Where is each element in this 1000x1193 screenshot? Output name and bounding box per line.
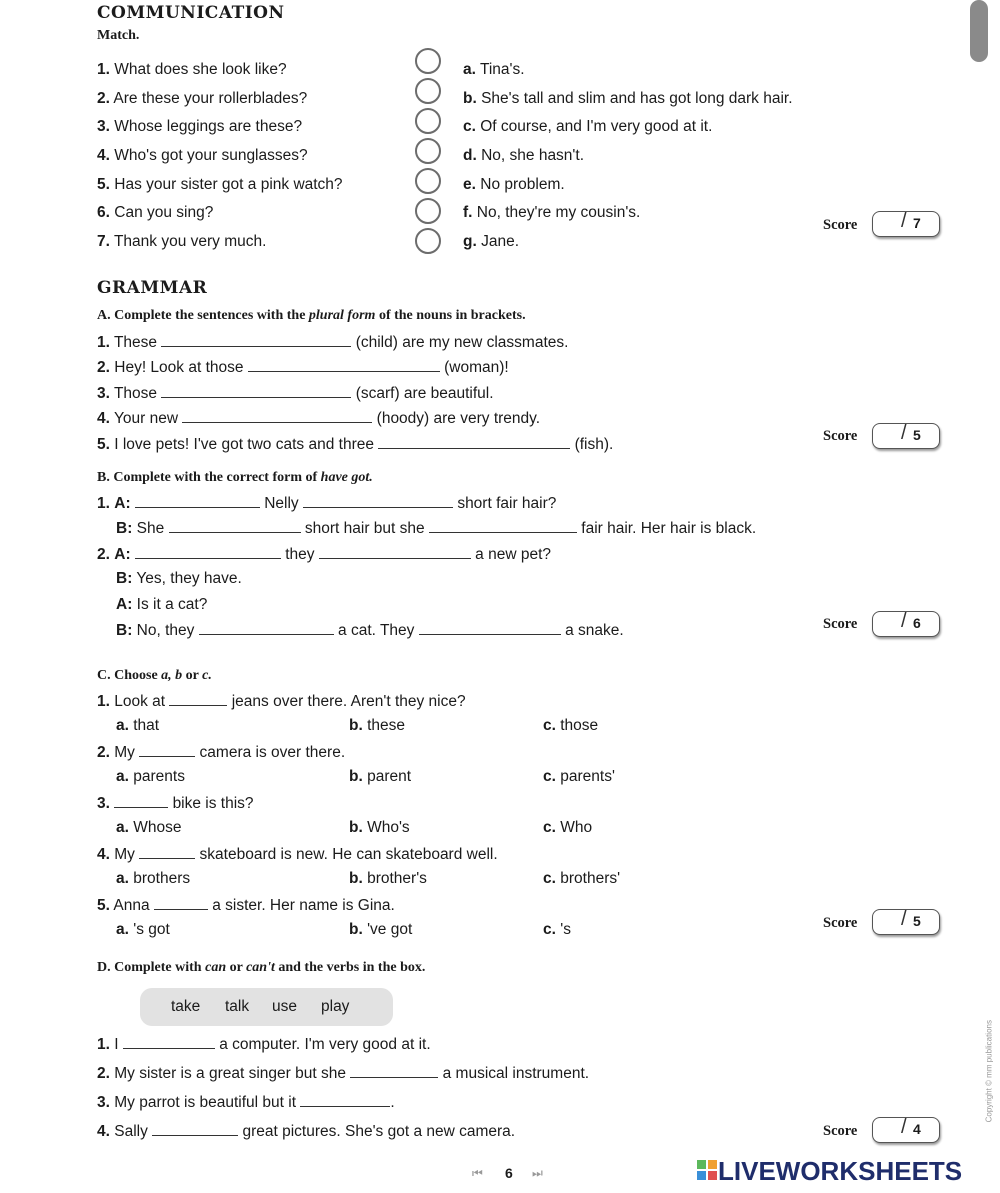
choice-option[interactable]: c. brothers': [543, 870, 621, 887]
answer-blank[interactable]: [139, 742, 195, 757]
grammar-c-question: 5. Anna a sister. Her name is Gina.: [97, 897, 395, 914]
answer-item: c. Of course, and I'm very good at it.: [463, 118, 713, 135]
scrollbar-thumb[interactable]: [970, 0, 988, 62]
answer-blank[interactable]: [319, 544, 471, 559]
match-circle[interactable]: [415, 108, 441, 134]
grammar-a-item: 3. Those (scarf) are beautiful.: [97, 385, 494, 402]
answer-item: d. No, she hasn't.: [463, 147, 585, 164]
next-page-icon[interactable]: ⏭: [532, 1166, 543, 1180]
answer-blank[interactable]: [135, 544, 281, 559]
match-circle[interactable]: [415, 78, 441, 104]
question-item: 3. Whose leggings are these?: [97, 118, 303, 135]
choice-option[interactable]: b. Who's: [349, 819, 410, 836]
choice-option[interactable]: b. parent: [349, 768, 412, 785]
score-slash: /: [901, 210, 907, 232]
answer-blank[interactable]: [419, 620, 561, 635]
question-item: 1. What does she look like?: [97, 61, 287, 78]
choice-option[interactable]: c. 's: [543, 921, 571, 938]
copyright-notice: Copyright © mm publications: [984, 1020, 993, 1123]
choice-option[interactable]: c. Who: [543, 819, 593, 836]
choice-option[interactable]: c. those: [543, 717, 599, 734]
word-box-item: play: [321, 998, 350, 1015]
score-slash: /: [901, 908, 907, 930]
score-total: 7: [913, 215, 921, 231]
answer-blank[interactable]: [123, 1034, 215, 1049]
communication-instruction: Match.: [97, 28, 140, 43]
score-label: Score: [823, 428, 858, 444]
liveworksheets-logo-icon: [697, 1160, 717, 1180]
grammar-c-instruction: C. Choose a, b or c.: [97, 668, 212, 683]
score-label: Score: [823, 1123, 858, 1139]
grammar-b-line: B: No, they a cat. They a snake.: [116, 622, 624, 639]
grammar-c-question: 2. My camera is over there.: [97, 744, 346, 761]
grammar-a-item: 4. Your new (hoody) are very trendy.: [97, 410, 541, 427]
answer-item: b. She's tall and slim and has got long dark hair.: [463, 90, 793, 107]
score-label: Score: [823, 217, 858, 233]
word-box-item: take: [171, 998, 201, 1015]
grammar-d-item: 4. Sally great pictures. She's got a new camera.: [97, 1123, 516, 1140]
answer-blank[interactable]: [152, 1121, 238, 1136]
grammar-b-instruction: B. Complete with the correct form of have got.: [97, 470, 373, 485]
grammar-c-question: 1. Look at jeans over there. Aren't they nice?: [97, 693, 466, 710]
score-total: 4: [913, 1121, 921, 1137]
score-slash: /: [901, 422, 907, 444]
answer-blank[interactable]: [303, 493, 453, 508]
score-box[interactable]: [872, 211, 940, 237]
score-total: 5: [913, 427, 921, 443]
choice-option[interactable]: b. these: [349, 717, 406, 734]
answer-blank[interactable]: [248, 357, 440, 372]
grammar-a-item: 5. I love pets! I've got two cats and three (fish).: [97, 436, 614, 453]
choice-option[interactable]: a. that: [116, 717, 160, 734]
grammar-a-item: 2. Hey! Look at those (woman)!: [97, 359, 509, 376]
word-box-item: talk: [225, 998, 250, 1015]
grammar-b-line: A: Is it a cat?: [116, 596, 208, 613]
answer-blank[interactable]: [114, 793, 168, 808]
answer-blank[interactable]: [300, 1092, 390, 1107]
answer-item: e. No problem.: [463, 176, 565, 193]
grammar-a-instruction: A. Complete the sentences with the plural form of the nouns in brackets.: [97, 308, 526, 323]
choice-option[interactable]: a. Whose: [116, 819, 182, 836]
question-item: 5. Has your sister got a pink watch?: [97, 176, 343, 193]
score-box[interactable]: [872, 423, 940, 449]
answer-blank[interactable]: [169, 691, 227, 706]
score-box[interactable]: [872, 909, 940, 935]
choice-option[interactable]: a. 's got: [116, 921, 170, 938]
answer-blank[interactable]: [350, 1063, 438, 1078]
question-item: 4. Who's got your sunglasses?: [97, 147, 308, 164]
score-label: Score: [823, 616, 858, 632]
score-slash: /: [901, 610, 907, 632]
answer-item: f. No, they're my cousin's.: [463, 204, 641, 221]
grammar-b-line: B: She short hair but she fair hair. Her hair is black.: [116, 520, 757, 537]
match-circle[interactable]: [415, 198, 441, 224]
answer-blank[interactable]: [182, 408, 372, 423]
section-title-grammar: GRAMMAR: [97, 278, 208, 298]
score-label: Score: [823, 915, 858, 931]
page-number: 6: [505, 1165, 513, 1181]
prev-page-icon[interactable]: ⏮: [472, 1166, 483, 1180]
grammar-a-item: 1. These (child) are my new classmates.: [97, 334, 569, 351]
answer-blank[interactable]: [161, 332, 351, 347]
answer-blank[interactable]: [378, 434, 570, 449]
match-circle[interactable]: [415, 228, 441, 254]
question-item: 7. Thank you very much.: [97, 233, 267, 250]
word-box: [140, 988, 393, 1026]
answer-blank[interactable]: [135, 493, 260, 508]
choice-option[interactable]: a. brothers: [116, 870, 191, 887]
grammar-b-line: 2. A: they a new pet?: [97, 546, 552, 563]
score-total: 5: [913, 913, 921, 929]
answer-item: g. Jane.: [463, 233, 520, 250]
choice-option[interactable]: c. parents': [543, 768, 615, 785]
answer-blank[interactable]: [429, 518, 577, 533]
section-title-communication: COMMUNICATION: [97, 3, 285, 23]
grammar-c-question: 4. My skateboard is new. He can skateboard well.: [97, 846, 498, 863]
question-item: 6. Can you sing?: [97, 204, 214, 221]
answer-blank[interactable]: [154, 895, 208, 910]
score-total: 6: [913, 615, 921, 631]
grammar-d-item: 1. I a computer. I'm very good at it.: [97, 1036, 431, 1053]
answer-blank[interactable]: [139, 844, 195, 859]
word-box-item: use: [272, 998, 297, 1015]
grammar-b-line: B: Yes, they have.: [116, 570, 242, 587]
match-circle[interactable]: [415, 48, 441, 74]
choice-option[interactable]: a. parents: [116, 768, 185, 785]
answer-blank[interactable]: [169, 518, 301, 533]
match-circle[interactable]: [415, 138, 441, 164]
score-slash: /: [901, 1116, 907, 1138]
grammar-c-question: 3. bike is this?: [97, 795, 254, 812]
liveworksheets-brand: LIVEWORKSHEETS: [718, 1156, 963, 1186]
score-box[interactable]: [872, 1117, 940, 1143]
answer-blank[interactable]: [199, 620, 334, 635]
question-item: 2. Are these your rollerblades?: [97, 90, 308, 107]
grammar-d-instruction: D. Complete with can or can't and the verbs in the box.: [97, 960, 426, 975]
grammar-d-item: 3. My parrot is beautiful but it .: [97, 1094, 395, 1111]
grammar-d-item: 2. My sister is a great singer but she a musical instrument.: [97, 1065, 590, 1082]
grammar-b-line: 1. A: Nelly short fair hair?: [97, 495, 557, 512]
choice-option[interactable]: b. brother's: [349, 870, 427, 887]
answer-blank[interactable]: [161, 383, 351, 398]
match-circle[interactable]: [415, 168, 441, 194]
score-box[interactable]: [872, 611, 940, 637]
choice-option[interactable]: b. 've got: [349, 921, 413, 938]
answer-item: a. Tina's.: [463, 61, 525, 78]
